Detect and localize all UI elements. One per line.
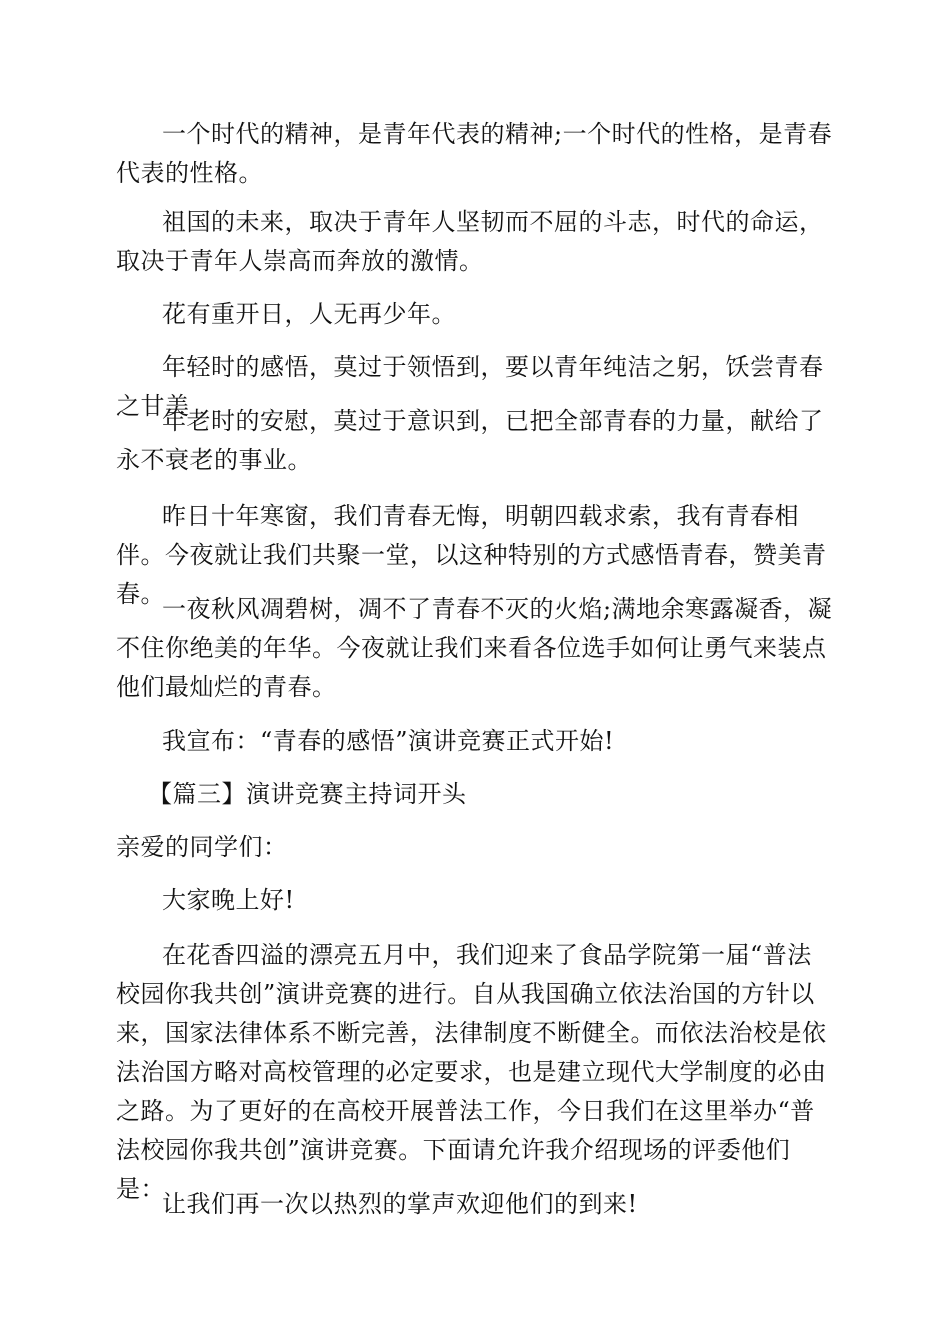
paragraph-13: 让我们再一次以热烈的掌声欢迎他们的到来! [162, 1190, 638, 1218]
paragraph-7: 一夜秋风凋碧树，凋不了青春不灭的火焰;满地余寒露凝香，凝不住你绝美的年华。今夜就让我们来看各位选手如何让勇气来装点他们最灿烂的青春。 [116, 595, 833, 701]
paragraph-8: 我宣布：“青春的感悟”演讲竞赛正式开始! [162, 727, 615, 755]
paragraph-4: 年轻时的感悟，莫过于领悟到，要以青年纯洁之躬，饫尝青春之甘美 [116, 353, 824, 420]
paragraph-12: 在花香四溢的漂亮五月中，我们迎来了食品学院第一届“普法校园你我共创”演讲竞赛的进行。自从我国确立依法治国的方针以来，国家法律体系不断完善，法律制度不断健全。而依法治校是依法治国方略对高校管理的必定要求，也是建立现代大学制度的必由之路。为了更好的在高校开展普法工作，今日我们在这里举办“普法校园你我共创”演讲竞赛。下面请允许我介绍现场的评委他们是： [116, 941, 827, 1203]
paragraph-1: 一个时代的精神，是青年代表的精神;一个时代的性格，是青春代表的性格。 [116, 120, 833, 187]
paragraph-3: 花有重开日，人无再少年。 [162, 300, 456, 328]
greeting: 大家晚上好! [162, 886, 295, 914]
section-heading: 【篇三】演讲竞赛主持词开头 [148, 780, 467, 808]
paragraph-6: 昨日十年寒窗，我们青春无悔，明朝四载求索，我有青春相伴。今夜就让我们共聚一堂，以这种特别的方式感悟青春，赞美青春。 [116, 502, 827, 608]
salutation: 亲爱的同学们： [116, 833, 288, 861]
paragraph-2: 祖国的未来，取决于青年人坚韧而不屈的斗志，时代的命运，取决于青年人崇高而奔放的激情。 [116, 208, 824, 275]
paragraph-5: 年老时的安慰，莫过于意识到，已把全部青春的力量，献给了永不衰老的事业。 [116, 407, 824, 474]
